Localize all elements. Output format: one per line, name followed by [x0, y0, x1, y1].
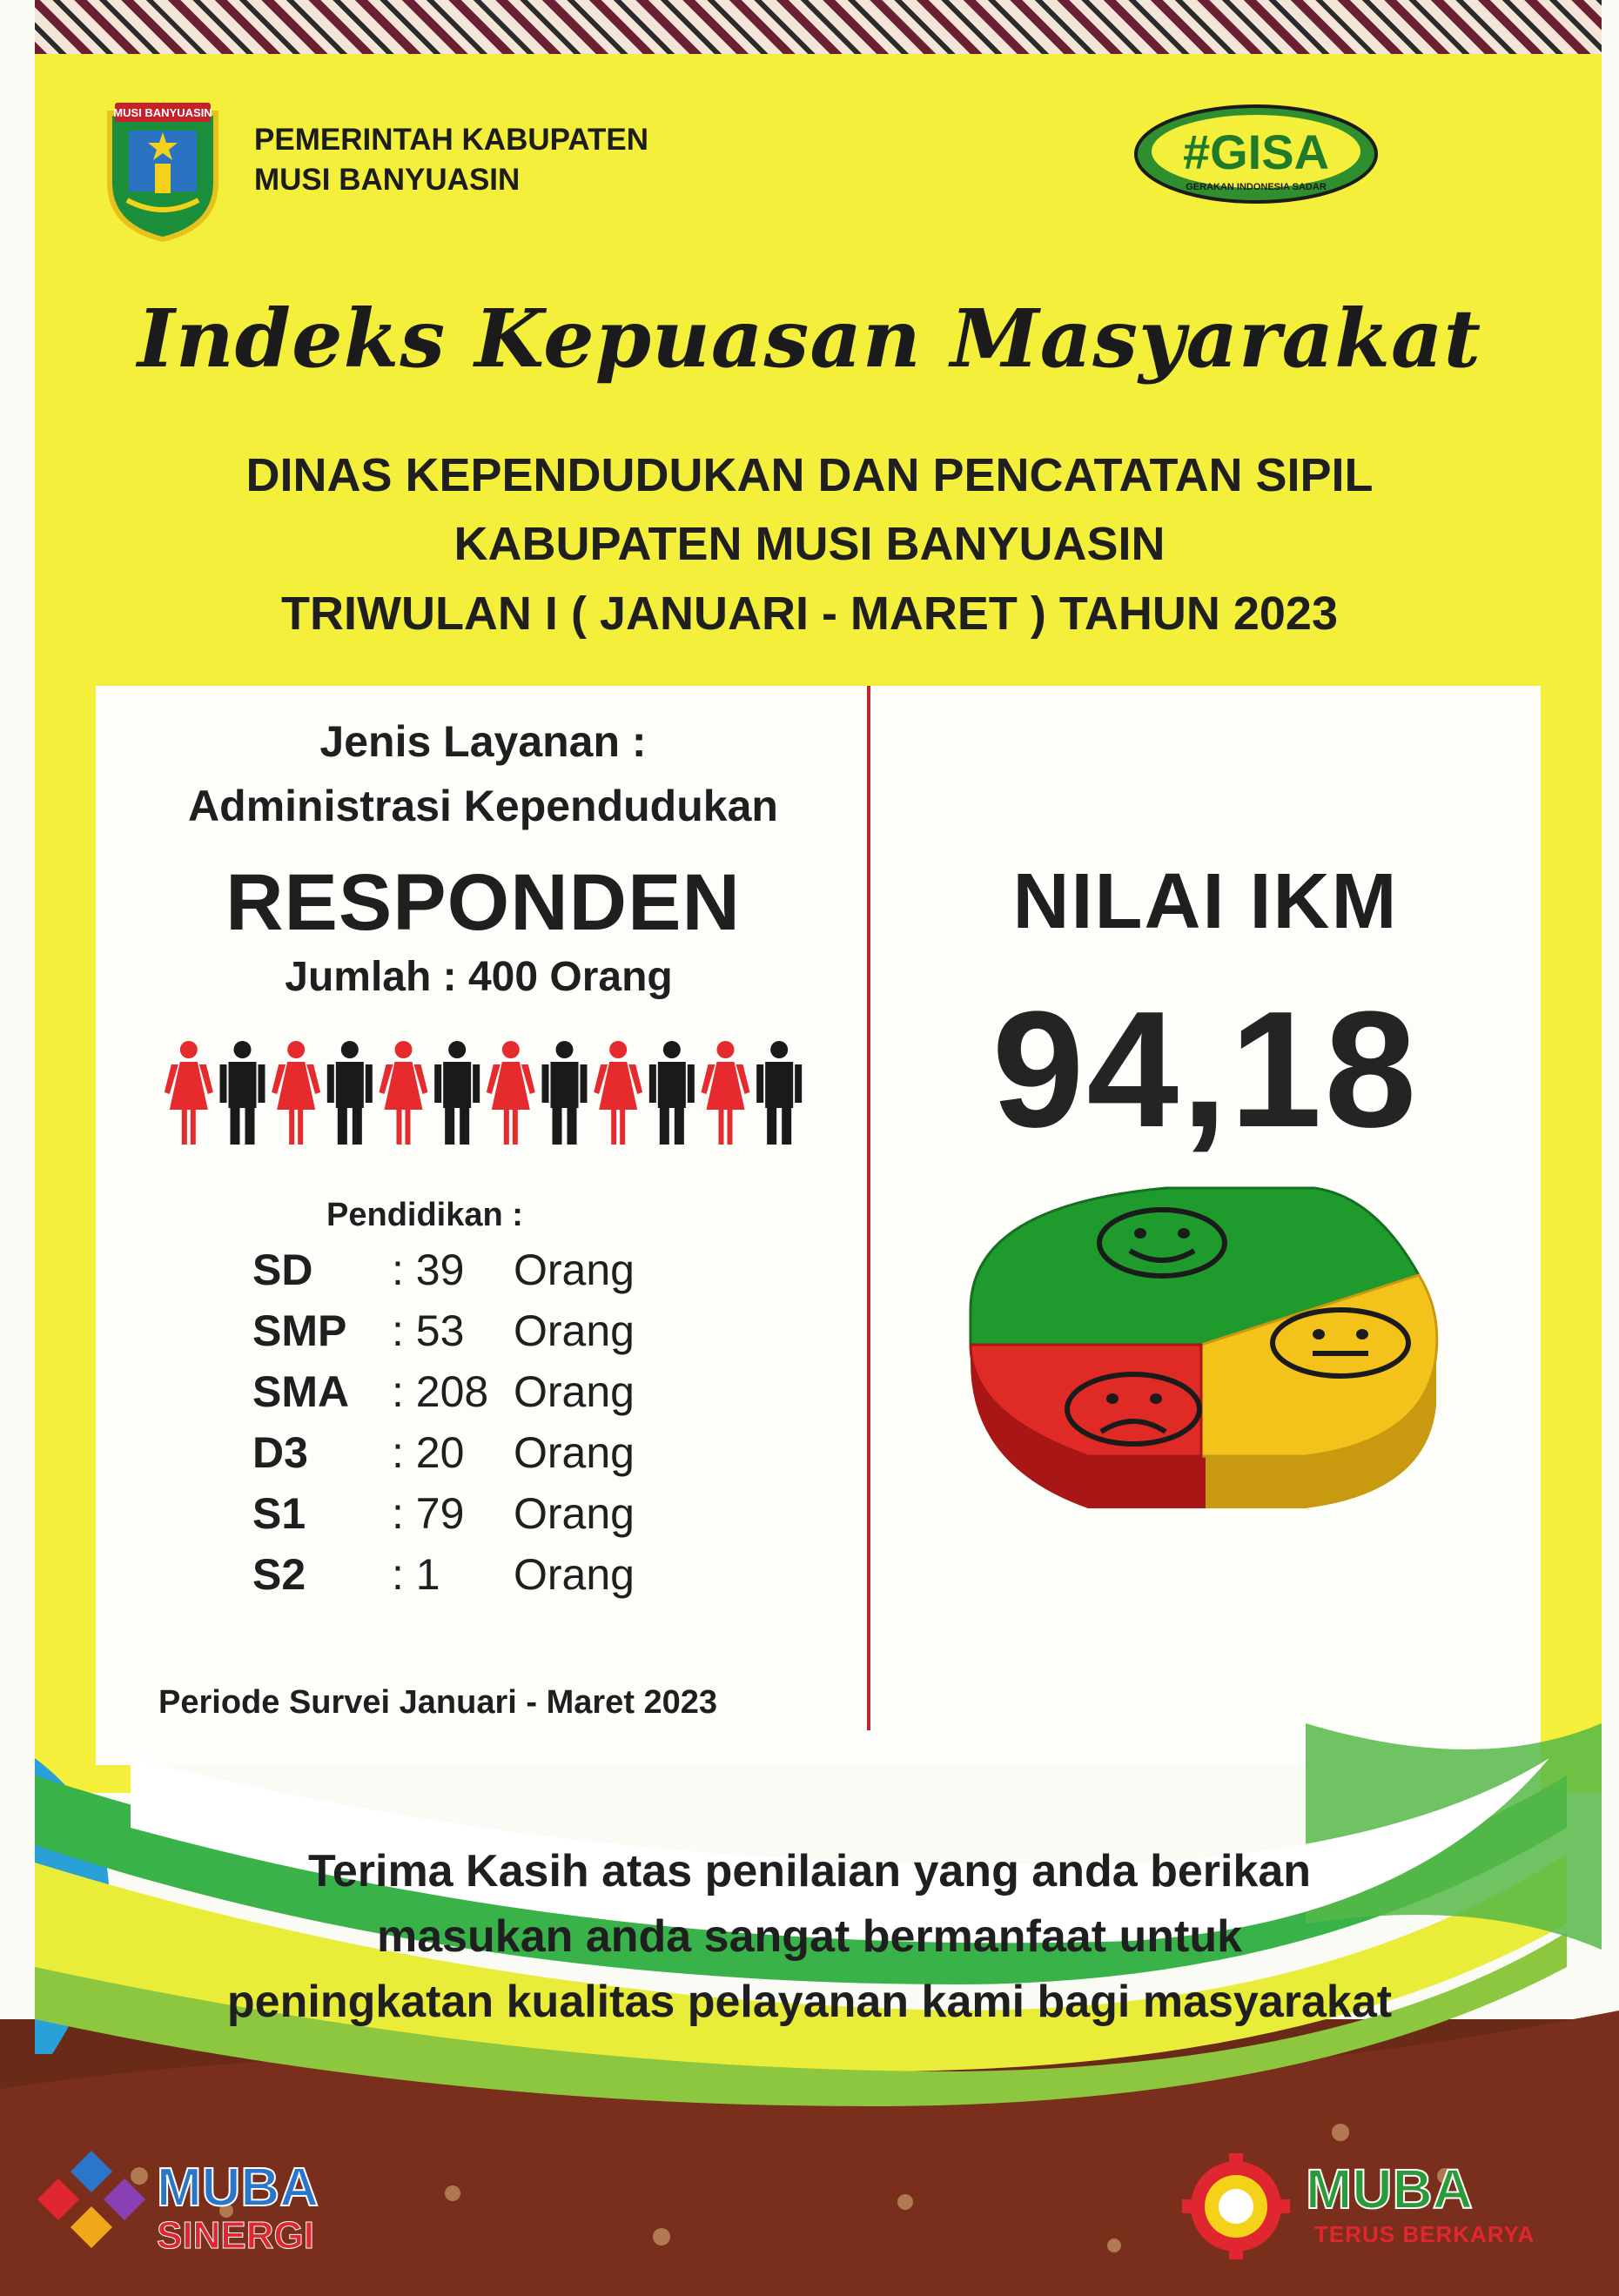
- respondent-people-icons: [162, 1040, 806, 1146]
- male-person-icon: [434, 1041, 480, 1145]
- male-person-icon: [220, 1041, 265, 1145]
- muba-sinergi-logo: [35, 2150, 366, 2263]
- page-title: Indeks Kepuasan Masyarakat: [137, 292, 1482, 386]
- female-person-icon: [594, 1041, 642, 1145]
- education-level: SMA: [252, 1367, 350, 1416]
- service-type: [131, 709, 836, 838]
- education-level: S2: [252, 1550, 306, 1599]
- musi-banyuasin-emblem-icon: [103, 96, 223, 242]
- muba-sinergi-mark-icon: [35, 2150, 148, 2254]
- female-person-icon: [380, 1041, 428, 1145]
- gisa-logo-text: #GISA: [1182, 124, 1330, 179]
- thanks-line-3: peningkatan kualitas pelayanan kami bagi masyarakat: [226, 1977, 1393, 2027]
- male-person-icon: [756, 1041, 802, 1145]
- satisfaction-pie-icon: [966, 1179, 1445, 1545]
- survey-period: Periode Survei Januari - Maret 2023: [158, 1684, 718, 1721]
- emblem-label: MUSI BANYUASIN: [113, 106, 212, 119]
- education-unit: Orang: [514, 1367, 635, 1416]
- batik-top-pattern: [35, 0, 1602, 54]
- male-person-icon: [327, 1041, 373, 1145]
- government-name: [254, 120, 648, 200]
- gisa-tagline: GERAKAN INDONESIA SADAR: [1186, 182, 1327, 192]
- education-unit: Orang: [514, 1245, 635, 1294]
- ikm-value: 94,18: [991, 977, 1420, 1162]
- education-unit: Orang: [514, 1306, 635, 1355]
- education-count: : 53: [392, 1306, 465, 1355]
- education-level: SD: [252, 1245, 313, 1294]
- muba-terus-top: MUBA: [1306, 2158, 1473, 2220]
- subtitle-line-1: DINAS KEPENDUDUKAN DAN PENCATATAN SIPIL: [245, 449, 1374, 501]
- muba-terus-bottom: TERUS BERKARYA: [1314, 2221, 1535, 2247]
- government-line-2: MUSI BANYUASIN: [254, 163, 521, 197]
- male-person-icon: [649, 1041, 695, 1145]
- muba-gear-mark-icon: [1175, 2150, 1297, 2263]
- yellow-right-border: [1541, 679, 1602, 1793]
- muba-terus-berkarya-logo: [1175, 2150, 1575, 2263]
- muba-sinergi-top: MUBA: [157, 2158, 319, 2218]
- male-person-icon: [542, 1041, 588, 1145]
- education-count: : 39: [392, 1245, 465, 1294]
- female-person-icon: [702, 1041, 750, 1145]
- education-count: : 20: [392, 1428, 465, 1477]
- education-label: Pendidikan :: [326, 1197, 523, 1233]
- female-person-icon: [165, 1041, 213, 1145]
- education-unit: Orang: [514, 1489, 635, 1538]
- female-person-icon: [487, 1041, 535, 1145]
- female-person-icon: [272, 1041, 320, 1145]
- ikm-label: NILAI IKM: [1012, 858, 1399, 945]
- respondents-heading: RESPONDEN: [225, 858, 741, 947]
- thanks-line-2: masukan anda sangat bermanfaat untuk: [376, 1911, 1243, 1962]
- respondents-total: Jumlah : 400 Orang: [285, 954, 673, 1000]
- service-value: Administrasi Kependudukan: [188, 782, 778, 830]
- subtitle-line-2: KABUPATEN MUSI BANYUASIN: [453, 518, 1166, 570]
- education-unit: Orang: [514, 1428, 635, 1477]
- education-count: : 1: [392, 1550, 440, 1599]
- education-level: D3: [252, 1428, 308, 1477]
- education-unit: Orang: [514, 1550, 635, 1599]
- government-line-1: PEMERINTAH KABUPATEN: [254, 123, 649, 157]
- service-label: Jenis Layanan :: [319, 717, 647, 766]
- education-level: S1: [252, 1489, 306, 1538]
- subtitle-line-3: TRIWULAN I ( JANUARI - MARET ) TAHUN 2023: [281, 587, 1338, 640]
- education-count: : 79: [392, 1489, 465, 1538]
- column-divider: [867, 686, 870, 1730]
- muba-sinergi-bottom: SINERGI: [157, 2214, 314, 2257]
- gisa-logo-icon: [1133, 103, 1379, 205]
- thanks-line-1: Terima Kasih atas penilaian yang anda berikan: [307, 1846, 1312, 1897]
- education-level: SMP: [252, 1306, 347, 1355]
- education-count: : 208: [392, 1367, 489, 1416]
